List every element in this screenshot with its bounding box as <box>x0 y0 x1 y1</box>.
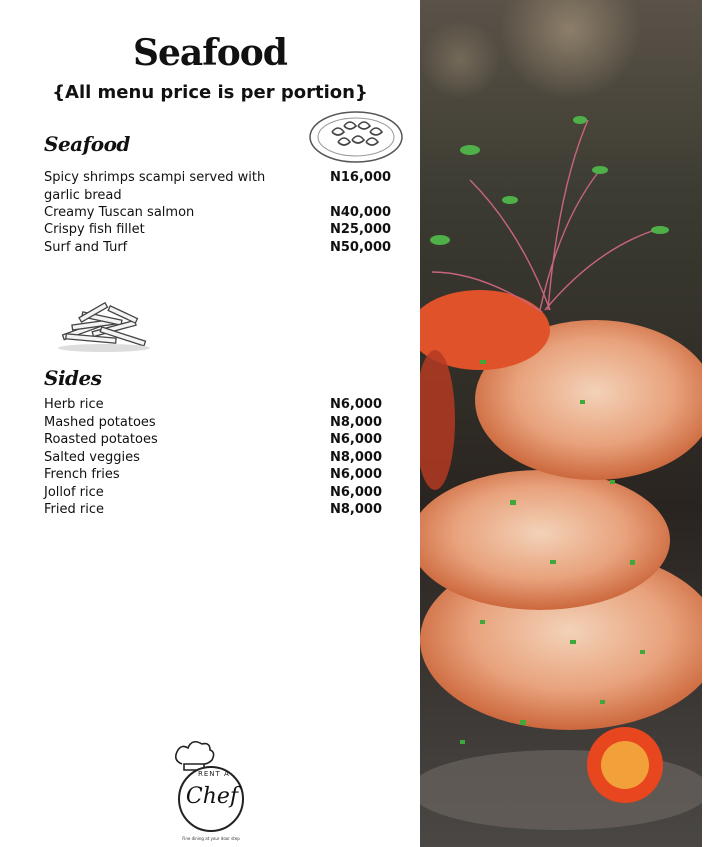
menu-item-price: N25,000 <box>330 222 392 237</box>
menu-item-price: N50,000 <box>330 240 392 255</box>
menu-item-price: N8,000 <box>330 502 382 517</box>
menu-item-price: N6,000 <box>330 485 382 500</box>
menu-item: Crispy fish fillet <box>44 222 145 237</box>
right-edge-strip <box>702 0 711 847</box>
menu-item: Jollof rice <box>44 485 104 500</box>
logo-name: Chef <box>185 784 239 809</box>
menu-item: Fried rice <box>44 502 104 517</box>
menu-item: Herb rice <box>44 397 104 412</box>
menu-item: French fries <box>44 467 120 482</box>
page-subtitle: {All menu price is per portion} <box>52 82 368 103</box>
menu-item-price: N40,000 <box>330 205 392 220</box>
menu-item: Salted veggies <box>44 450 140 465</box>
menu-item-price: N6,000 <box>330 467 382 482</box>
logo-tagline: Fine dining at your door step <box>182 836 240 841</box>
brand-logo <box>168 738 254 842</box>
section-heading-seafood: Seafood <box>44 132 130 156</box>
french-fries-icon <box>52 298 154 354</box>
shrimp-photo-illustration <box>420 0 702 847</box>
menu-item: Creamy Tuscan salmon <box>44 205 195 220</box>
shrimp-plate-icon <box>308 110 404 164</box>
menu-item-price: N8,000 <box>330 450 382 465</box>
menu-item-price: N8,000 <box>330 415 382 430</box>
menu-item: Surf and Turf <box>44 240 128 255</box>
menu-item: Roasted potatoes <box>44 432 158 447</box>
menu-item: Mashed potatoes <box>44 415 156 430</box>
menu-item-price: N6,000 <box>330 397 382 412</box>
menu-item-price: N6,000 <box>330 432 382 447</box>
section-heading-sides: Sides <box>44 366 102 390</box>
page-title: Seafood <box>133 32 287 74</box>
shrimp-photo <box>420 0 702 847</box>
menu-item-price: N16,000 <box>330 170 392 185</box>
logo-arc-text: RENT A <box>198 770 230 778</box>
menu-item: Spicy shrimps scampi served with garlic bread <box>44 170 266 203</box>
